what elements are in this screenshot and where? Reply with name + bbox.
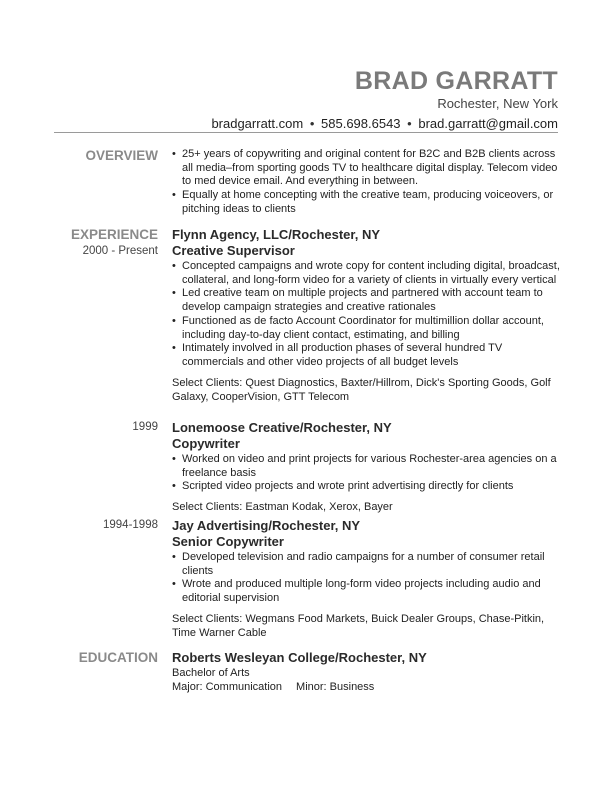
list-item: • Scripted video projects and wrote print advertising directly for clients: [172, 480, 562, 494]
job-dates: 1994-1998: [103, 519, 158, 531]
section-title: EDUCATION: [78, 650, 158, 665]
degree: Bachelor of Arts: [172, 667, 250, 679]
candidate-name: BRAD GARRATT: [354, 67, 558, 95]
job-entry: [172, 420, 562, 514]
major: Major: Communication: [172, 681, 283, 693]
select-clients: Select Clients: Wegmans Food Markets, Buick Dealer Groups, Chase-Pitkin, Time Warner Cable: [172, 612, 545, 639]
select-clients: Select Clients: Eastman Kodak, Xerox, Bayer: [172, 501, 393, 514]
phone-number[interactable]: 585.698.6543: [321, 116, 401, 131]
job-dates: 1999: [132, 421, 158, 433]
job-role: Creative Supervisor: [172, 243, 295, 258]
contact-line: [211, 116, 558, 132]
overview-content: [172, 148, 562, 217]
list-item: • Functioned as de facto Account Coordinator for multimillion dollar account, including day-to-day client contact, estimating, and billing: [172, 315, 562, 342]
school-name: Roberts Wesleyan College/Rochester, NY: [172, 650, 427, 665]
list-item: • Worked on video and print projects for various Rochester-area agencies on a freelance basis: [172, 453, 562, 480]
education-content: [172, 650, 562, 694]
separator: •: [309, 116, 315, 131]
major-minor: [172, 680, 562, 694]
list-item: • Led creative team on multiple projects and partnered with account team to develop campaign strategies and creative rationales: [172, 287, 562, 314]
select-clients: Select Clients: Quest Diagnostics, Baxter/Hillrom, Dick's Sporting Goods, Golf Galaxy, CooperVision, GTT Telecom: [172, 376, 551, 403]
job-company: Lonemoose Creative/Rochester, NY: [172, 420, 392, 435]
job-role: Senior Copywriter: [172, 534, 284, 549]
minor: Minor: Business: [296, 681, 375, 693]
section-title: EXPERIENCE: [70, 227, 158, 242]
list-item: • Concepted campaigns and wrote copy for content including digital, broadcast, collateral, and long-form video for a variety of clients in virtually every vertical: [172, 260, 562, 287]
email-link[interactable]: brad.garratt@gmail.com: [418, 116, 558, 131]
candidate-location: Rochester, New York: [437, 96, 558, 111]
job-entry: [172, 227, 562, 404]
job-company: Jay Advertising/Rochester, NY: [172, 518, 361, 533]
job-dates: 2000 - Present: [82, 245, 158, 257]
section-title: OVERVIEW: [85, 148, 158, 163]
resume-header: [211, 66, 558, 132]
job-role: Copywriter: [172, 436, 240, 451]
separator: •: [407, 116, 412, 131]
job-entry: [172, 518, 562, 640]
list-item: • Intimately involved in all production phases of several hundred TV commercials and other video projects of all budget levels: [172, 342, 562, 369]
list-item: • 25+ years of copywriting and original content for B2C and B2B clients across all media–from sporting goods TV to healthcare digital display. Telecom video to med device email. And everything in between.: [172, 148, 562, 189]
header-divider: [54, 132, 558, 133]
list-item: • Wrote and produced multiple long-form video projects including audio and editorial supervision: [172, 578, 562, 605]
list-item: • Equally at home concepting with the creative team, producing voiceovers, or pitching ideas to clients: [172, 189, 562, 216]
list-item: • Developed television and radio campaigns for a number of consumer retail clients: [172, 551, 562, 578]
website-link[interactable]: bradgarratt.com: [211, 116, 304, 131]
job-company: Flynn Agency, LLC/Rochester, NY: [172, 227, 381, 242]
